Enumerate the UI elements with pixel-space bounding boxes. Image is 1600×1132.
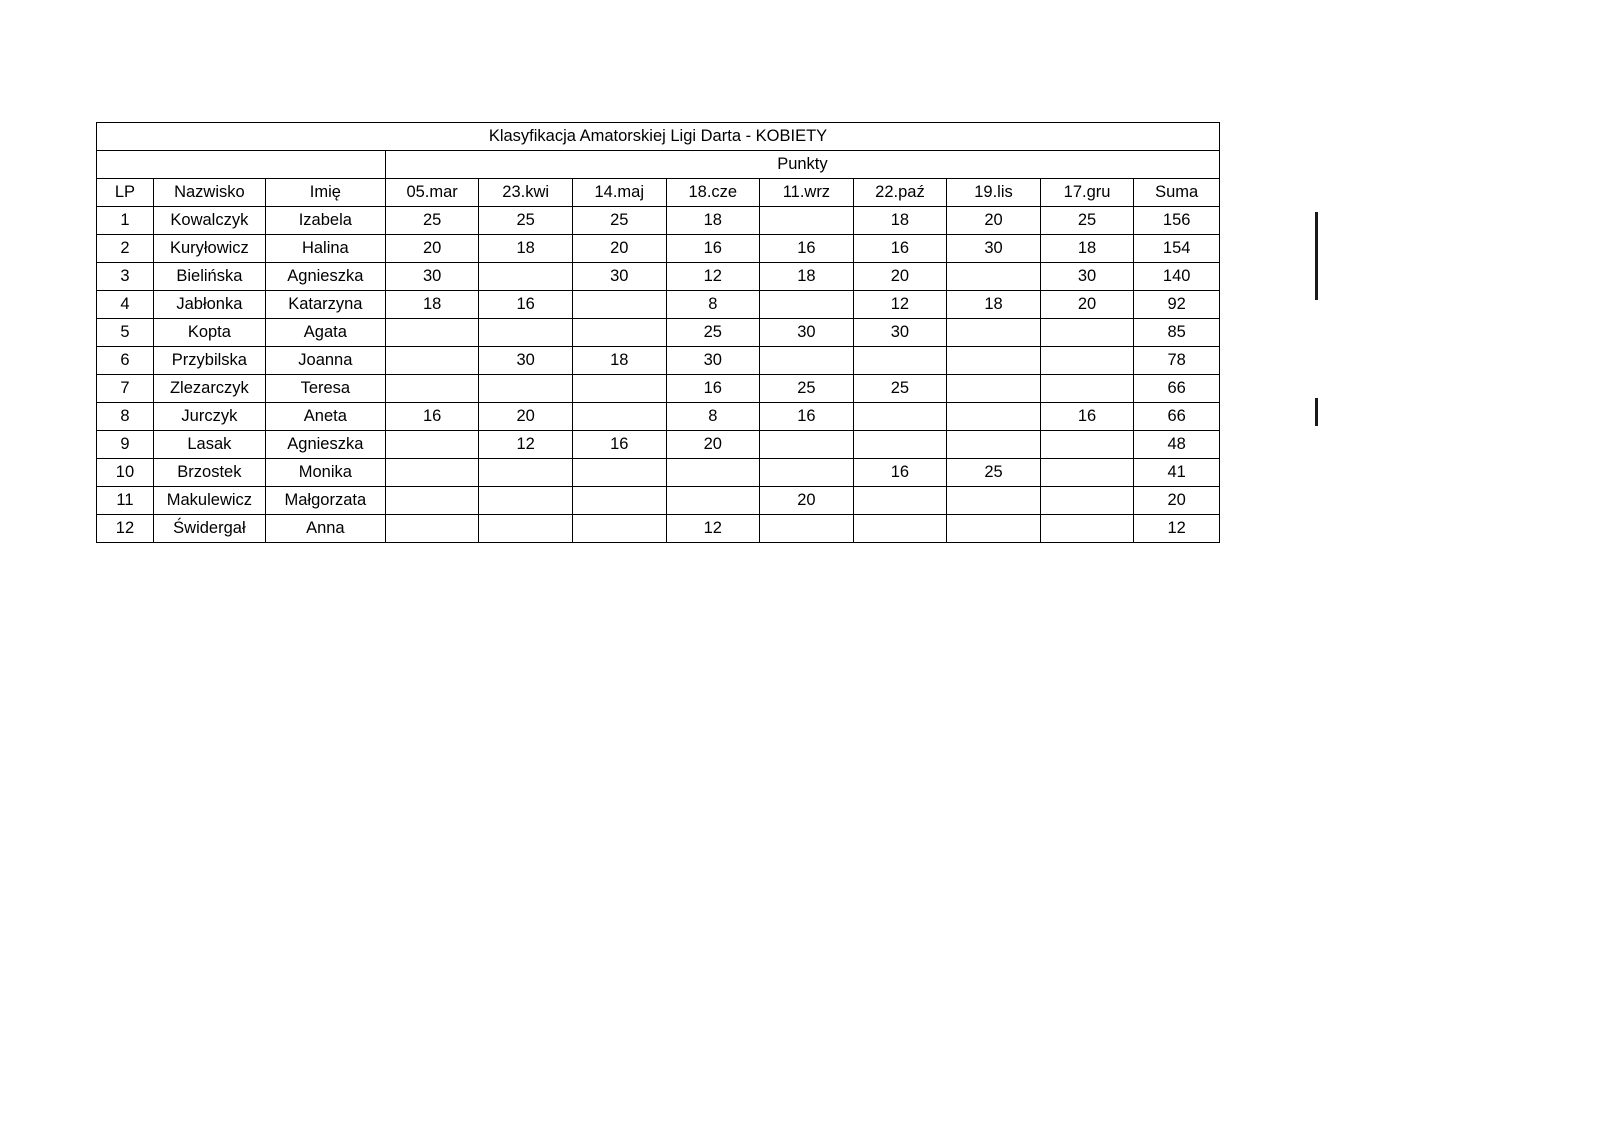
cell-score-6 [853, 487, 947, 515]
cell-suma: 78 [1134, 347, 1220, 375]
cell-lp: 12 [97, 515, 154, 543]
cell-score-3: 30 [572, 263, 666, 291]
header-lp: LP [97, 179, 154, 207]
cell-suma: 20 [1134, 487, 1220, 515]
cell-score-4: 12 [666, 263, 760, 291]
cell-score-8: 25 [1040, 207, 1134, 235]
cell-score-7 [947, 403, 1041, 431]
cell-surname: Świdergał [153, 515, 265, 543]
cell-surname: Kuryłowicz [153, 235, 265, 263]
cell-score-2 [479, 487, 573, 515]
cell-score-6: 20 [853, 263, 947, 291]
header-round-5: 11.wrz [760, 179, 854, 207]
header-round-2: 23.kwi [479, 179, 573, 207]
cell-firstname: Agnieszka [265, 431, 385, 459]
cell-surname: Zlezarczyk [153, 375, 265, 403]
table-row [97, 431, 1220, 459]
cell-score-3 [572, 403, 666, 431]
cell-surname: Przybilska [153, 347, 265, 375]
cell-firstname: Katarzyna [265, 291, 385, 319]
cell-score-1: 18 [385, 291, 479, 319]
cell-score-7 [947, 431, 1041, 459]
cell-surname: Jabłonka [153, 291, 265, 319]
cell-score-2: 18 [479, 235, 573, 263]
cell-score-1: 16 [385, 403, 479, 431]
cell-score-8: 30 [1040, 263, 1134, 291]
header-round-4: 18.cze [666, 179, 760, 207]
cell-score-5 [760, 291, 854, 319]
cell-firstname: Halina [265, 235, 385, 263]
cell-score-4: 8 [666, 291, 760, 319]
table-row [97, 235, 1220, 263]
cell-lp: 11 [97, 487, 154, 515]
cell-firstname: Aneta [265, 403, 385, 431]
cell-score-4: 20 [666, 431, 760, 459]
cell-score-1 [385, 375, 479, 403]
cell-score-8 [1040, 459, 1134, 487]
cell-score-4 [666, 459, 760, 487]
cell-score-2 [479, 319, 573, 347]
cell-surname: Brzostek [153, 459, 265, 487]
cell-score-1: 25 [385, 207, 479, 235]
header-round-3: 14.maj [572, 179, 666, 207]
cell-lp: 2 [97, 235, 154, 263]
cell-firstname: Agata [265, 319, 385, 347]
cell-lp: 5 [97, 319, 154, 347]
header-round-7: 19.lis [947, 179, 1041, 207]
table-row [97, 403, 1220, 431]
header-firstname: Imię [265, 179, 385, 207]
cell-score-3 [572, 487, 666, 515]
cell-score-5 [760, 515, 854, 543]
ranking-table-container [96, 122, 1220, 543]
cell-score-8 [1040, 487, 1134, 515]
cell-score-4: 30 [666, 347, 760, 375]
cell-suma: 156 [1134, 207, 1220, 235]
cell-score-3: 20 [572, 235, 666, 263]
cell-firstname: Teresa [265, 375, 385, 403]
cell-score-6 [853, 403, 947, 431]
cell-score-4: 16 [666, 375, 760, 403]
cell-lp: 8 [97, 403, 154, 431]
cell-score-8: 18 [1040, 235, 1134, 263]
cell-score-5: 25 [760, 375, 854, 403]
cell-score-7 [947, 347, 1041, 375]
cell-score-7 [947, 375, 1041, 403]
cell-suma: 12 [1134, 515, 1220, 543]
cell-suma: 41 [1134, 459, 1220, 487]
cell-score-2: 16 [479, 291, 573, 319]
cell-score-6: 16 [853, 235, 947, 263]
cell-suma: 48 [1134, 431, 1220, 459]
cell-firstname: Agnieszka [265, 263, 385, 291]
cell-score-7: 30 [947, 235, 1041, 263]
cell-score-1 [385, 319, 479, 347]
cell-score-5: 16 [760, 235, 854, 263]
cell-score-6 [853, 515, 947, 543]
cell-score-8 [1040, 515, 1134, 543]
table-row [97, 459, 1220, 487]
cell-score-8: 20 [1040, 291, 1134, 319]
cell-suma: 92 [1134, 291, 1220, 319]
group-header-row [97, 151, 1220, 179]
cell-suma: 140 [1134, 263, 1220, 291]
cell-score-7: 25 [947, 459, 1041, 487]
cell-score-8 [1040, 347, 1134, 375]
points-group-header: Punkty [385, 151, 1219, 179]
cell-score-3 [572, 459, 666, 487]
cell-score-3 [572, 291, 666, 319]
cell-score-7 [947, 515, 1041, 543]
cell-suma: 154 [1134, 235, 1220, 263]
cell-score-7 [947, 487, 1041, 515]
cell-score-1 [385, 487, 479, 515]
cell-score-3 [572, 375, 666, 403]
cell-score-1 [385, 459, 479, 487]
table-row [97, 319, 1220, 347]
cell-score-1: 30 [385, 263, 479, 291]
cell-score-6: 16 [853, 459, 947, 487]
header-suma: Suma [1134, 179, 1220, 207]
cell-surname: Kowalczyk [153, 207, 265, 235]
cell-lp: 6 [97, 347, 154, 375]
cell-score-4: 12 [666, 515, 760, 543]
cell-score-6: 12 [853, 291, 947, 319]
cell-firstname: Małgorzata [265, 487, 385, 515]
cell-score-2 [479, 515, 573, 543]
cell-lp: 4 [97, 291, 154, 319]
table-row [97, 347, 1220, 375]
cell-surname: Kopta [153, 319, 265, 347]
cell-firstname: Monika [265, 459, 385, 487]
cell-score-7: 20 [947, 207, 1041, 235]
cell-suma: 66 [1134, 375, 1220, 403]
cell-surname: Bielińska [153, 263, 265, 291]
empty-header-cell [97, 151, 386, 179]
cell-score-8 [1040, 375, 1134, 403]
cell-score-5: 16 [760, 403, 854, 431]
cell-score-7 [947, 263, 1041, 291]
column-header-row [97, 179, 1220, 207]
cell-score-6: 18 [853, 207, 947, 235]
cell-score-2: 20 [479, 403, 573, 431]
table-row [97, 291, 1220, 319]
table-row [97, 207, 1220, 235]
cell-score-3 [572, 319, 666, 347]
cell-score-6: 25 [853, 375, 947, 403]
header-round-6: 22.paź [853, 179, 947, 207]
cell-suma: 66 [1134, 403, 1220, 431]
cell-score-6: 30 [853, 319, 947, 347]
cell-score-3: 16 [572, 431, 666, 459]
cell-score-3: 25 [572, 207, 666, 235]
header-surname: Nazwisko [153, 179, 265, 207]
cell-firstname: Izabela [265, 207, 385, 235]
cell-score-6 [853, 347, 947, 375]
cell-score-1 [385, 347, 479, 375]
cell-score-4: 8 [666, 403, 760, 431]
cell-score-2: 25 [479, 207, 573, 235]
cell-score-7: 18 [947, 291, 1041, 319]
header-round-1: 05.mar [385, 179, 479, 207]
table-row [97, 515, 1220, 543]
title-row [97, 123, 1220, 151]
header-round-8: 17.gru [1040, 179, 1134, 207]
cell-score-6 [853, 431, 947, 459]
cell-score-2 [479, 375, 573, 403]
cell-score-1 [385, 431, 479, 459]
cell-score-8: 16 [1040, 403, 1134, 431]
cell-lp: 1 [97, 207, 154, 235]
cell-score-2: 12 [479, 431, 573, 459]
cell-score-4 [666, 487, 760, 515]
cell-lp: 3 [97, 263, 154, 291]
cell-score-4: 16 [666, 235, 760, 263]
cell-score-8 [1040, 431, 1134, 459]
cell-score-2 [479, 459, 573, 487]
cell-score-4: 18 [666, 207, 760, 235]
cell-score-5 [760, 459, 854, 487]
ranking-table-body [97, 123, 1220, 543]
cell-firstname: Joanna [265, 347, 385, 375]
scan-artifact-mark-top [1315, 212, 1318, 300]
cell-surname: Jurczyk [153, 403, 265, 431]
cell-score-1 [385, 515, 479, 543]
cell-score-3: 18 [572, 347, 666, 375]
cell-score-5 [760, 431, 854, 459]
cell-score-8 [1040, 319, 1134, 347]
table-row [97, 263, 1220, 291]
cell-score-2: 30 [479, 347, 573, 375]
cell-score-5: 30 [760, 319, 854, 347]
cell-score-7 [947, 319, 1041, 347]
table-row [97, 487, 1220, 515]
cell-score-5: 20 [760, 487, 854, 515]
cell-lp: 9 [97, 431, 154, 459]
cell-lp: 10 [97, 459, 154, 487]
table-row [97, 375, 1220, 403]
cell-surname: Makulewicz [153, 487, 265, 515]
cell-lp: 7 [97, 375, 154, 403]
cell-surname: Lasak [153, 431, 265, 459]
cell-score-4: 25 [666, 319, 760, 347]
ranking-table [96, 122, 1220, 543]
cell-score-5: 18 [760, 263, 854, 291]
document-title: Klasyfikacja Amatorskiej Ligi Darta - KOBIETY [97, 123, 1220, 151]
cell-score-1: 20 [385, 235, 479, 263]
cell-score-5 [760, 347, 854, 375]
cell-score-3 [572, 515, 666, 543]
cell-score-5 [760, 207, 854, 235]
cell-firstname: Anna [265, 515, 385, 543]
cell-suma: 85 [1134, 319, 1220, 347]
cell-score-2 [479, 263, 573, 291]
scan-artifact-mark-bottom [1315, 398, 1318, 426]
